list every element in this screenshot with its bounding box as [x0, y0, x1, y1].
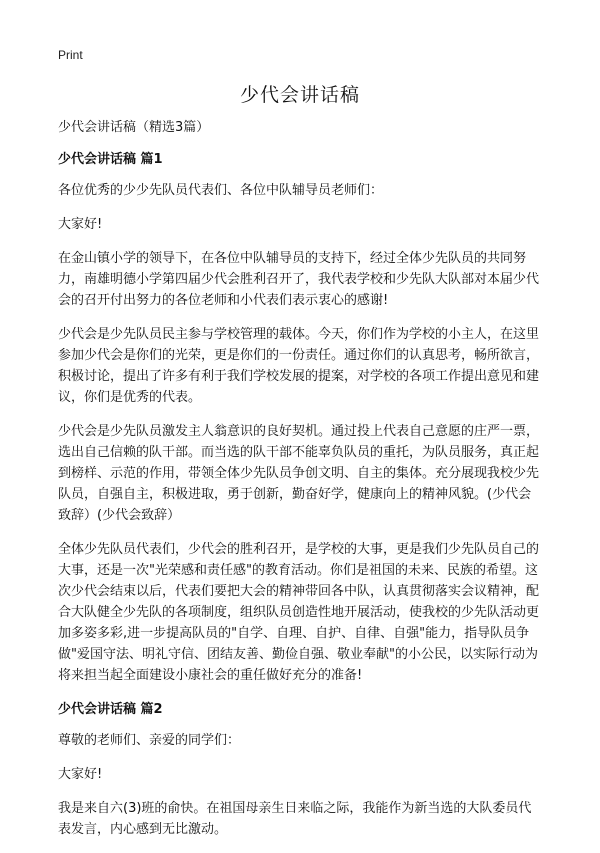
paragraph: 少代会是少先队员激发主人翁意识的良好契机。通过投上代表自己意愿的庄严一票，选出自己信赖的队干部。而当选的队干部不能辜负队员的重托，为队员服务，真正起到榜样、示范的作用，带领全体少先队员争创文明、自主的集体。充分展现我校少先队员，自强自主，积极进取，勇于创新，勤奋好学，健康向上的精神风貌。(少代会致辞）(少代会致辞）: [58, 424, 540, 523]
paragraph: 大家好!: [58, 767, 103, 782]
paragraph: 少代会是少先队员民主参与学校管理的载体。今天，你们作为学校的小主人，在这里参加少代会是你们的光荣，更是你们的一份责任。通过你们的认真思考，畅所欲言，积极讨论，提出了许多有利于我们学校发展的提案，对学校的各项工作提出意见和建议，你们是优秀的代表。: [58, 327, 540, 405]
paragraph: 尊敬的老师们、亲爱的同学们：: [58, 733, 241, 748]
document-subtitle: 少代会讲话稿（精选3篇）: [58, 120, 210, 135]
section-heading-1: 少代会讲话稿 篇1: [58, 152, 163, 167]
section-heading-2: 少代会讲话稿 篇2: [58, 702, 163, 717]
paragraph: 大家好!: [58, 217, 103, 232]
print-link[interactable]: Print: [58, 48, 83, 62]
document-body: [58, 117, 542, 853]
document-title: 少代会讲话稿: [239, 84, 360, 106]
paragraph: 我是来自六(3)班的俞快。在祖国母亲生日来临之际，我能作为新当选的大队委员代表发言，内心感到无比激动。: [58, 801, 532, 837]
paragraph: 各位优秀的少少先队员代表们、各位中队辅导员老师们：: [58, 183, 384, 198]
paragraph: 全体少先队员代表们，少代会的胜利召开，是学校的大事，更是我们少先队员自己的大事，还是一次"光荣感和责任感"的教育活动。你们是祖国的未来、民族的希望。这次少代会结束以后，代表们要把大会的精神带回各中队，认真贯彻落实会议精神，配合大队健全少先队的各项制度，组织队员创造性地开展活动，使我校的少先队活动更加多姿多彩,进一步提高队员的"自学、自理、自护、自律、自强"能力，指导队员争做"爱国守法、明礼守信、团结友善、勤俭自强、敬业奉献"的小公民，以实际行动为将来担当起全面建设小康社会的重任做好充分的准备!: [58, 542, 540, 683]
paragraph: 在金山镇小学的领导下，在各位中队辅导员的支持下，经过全体少先队员的共同努力，南雄明德小学第四届少代会胜利召开了，我代表学校和少先队大队部对本届少代会的召开付出努力的各位老师和小代表们表示衷心的感谢!: [58, 251, 540, 308]
